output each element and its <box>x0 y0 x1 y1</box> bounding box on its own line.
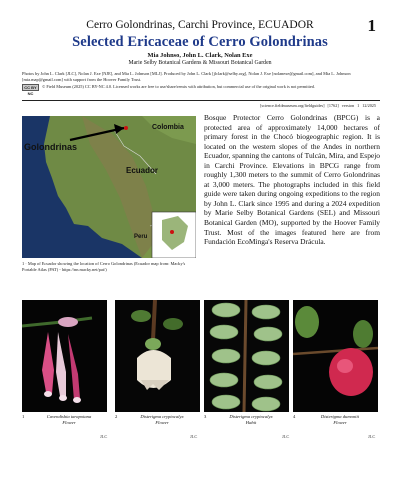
golondrinas-marker <box>124 126 128 130</box>
photo-2-caption <box>115 414 201 425</box>
photo-credits: Photos by John L. Clark [JLC], Nolan J. Exe [NJE], and Mia L. Johnson [MLJ]. Produced by John L. Clark [jlclark@selby.org], Nolan J. Exe [nolanexe@gmail.com], and Mia L. Johnson [mia.map@gmail.com] with support from the Hoover Family Trust. <box>22 71 351 82</box>
map-graphic <box>22 116 196 258</box>
header-divider <box>22 100 380 101</box>
photo-3-part: Habit <box>245 419 257 425</box>
photo-1-species: Cavendishia tarapotana <box>46 414 92 419</box>
photo-1 <box>22 300 107 412</box>
photo-2-credit: JLC <box>190 434 198 439</box>
photo-3-credit: JLC <box>282 434 290 439</box>
photo-2 <box>115 300 200 412</box>
photo-3-species: Disterigma cryptocalyx <box>229 414 273 419</box>
photo-1-credit: JLC <box>100 434 108 439</box>
guide-version: version 1 <box>341 103 360 108</box>
license-row <box>22 84 380 96</box>
photo-4-caption <box>293 414 379 425</box>
photo-1-caption <box>22 414 108 425</box>
photo-1-image <box>22 300 107 412</box>
photo-2-part: Flower <box>155 419 169 425</box>
photo-4-number: 4 <box>293 414 296 419</box>
map-label-ecuador: Ecuador <box>126 166 159 175</box>
map-label-colombia: Colombia <box>152 124 184 131</box>
photo-4-part: Flower <box>333 419 347 425</box>
guide-url[interactable]: [science.fieldmuseum.org/fieldguides] <box>260 103 325 108</box>
photo-2-image <box>115 300 200 412</box>
guide-meta <box>0 103 376 108</box>
map-label-golondrinas: Golondrinas <box>24 142 78 152</box>
guide-date: 12/2025 <box>362 103 376 108</box>
intro-paragraph: Bosque Protector Cerro Golondrinas (BPCG) is a protected area of approximately 14,000 hectares of primary forest in the Chocó biogeographic region. It is located on the western slopes of the Andes in northern Ecuador, spanning the cantons of Tulcán, Mira, and Espejo in Carchi Province. Elevations in BPCG range from roughly 1,300 meters to the summit of Cerro Golondrinas at 3,000 meters. The photographs included in this field guide were taken during ongoing expeditions to the region by John L. Clark since 1995 and during a 2024 expedition by Marie Selby Botanical Gardens (SEL) and Missouri Botanical Garden (MO), supported by the Hoover Family Trust. Most of the images featured here are from Fundación EcoMinga's Reserva Drácula. <box>204 113 380 247</box>
photo-4-species: Disterigma dumontii <box>320 414 360 419</box>
photo-3-caption <box>204 414 290 425</box>
guide-id: [1762] <box>327 103 339 108</box>
map-label-peru: Peru <box>134 234 148 240</box>
page-title: Selected Ericaceae of Cerro Golondrinas <box>72 34 328 50</box>
affiliation: Marie Selby Botanical Gardens & Missouri Botanical Garden <box>128 60 272 66</box>
cc-license-badge: CC BY NC <box>22 84 39 91</box>
photo-3 <box>204 300 289 412</box>
photo-4 <box>293 300 378 412</box>
license-text: © Field Museum (2025) CC BY-NC 4.0. Licensed works are free to use/share/remix with attribution, but commercial use of the original work is not permitted. <box>42 84 315 89</box>
photo-2-species: Disterigma cryptocalyx <box>140 414 184 419</box>
photo-3-number: 3 <box>204 414 207 419</box>
map-caption: 1 · Map of Ecuador showing the location of Cerro Golondrinas (Ecuador map from: Macky's Portable Atlas (PAT) - https://nn.macky.net/pat/) <box>22 261 186 272</box>
page-subtitle: Cerro Golondrinas, Carchi Province, ECUADOR <box>86 19 314 31</box>
photo-1-number: 1 <box>22 414 25 419</box>
photo-4-credit: JLC <box>368 434 376 439</box>
inset-location-dot <box>170 230 174 234</box>
ecuador-map <box>22 116 196 258</box>
photo-4-image <box>293 300 378 412</box>
photo-2-number: 2 <box>115 414 118 419</box>
photo-3-image <box>204 300 289 412</box>
page-number: 1 <box>367 16 376 35</box>
authors: Mia Johnso, John L. Clark, Nolan Exe <box>147 52 253 59</box>
photo-1-part: Flower <box>62 419 76 425</box>
